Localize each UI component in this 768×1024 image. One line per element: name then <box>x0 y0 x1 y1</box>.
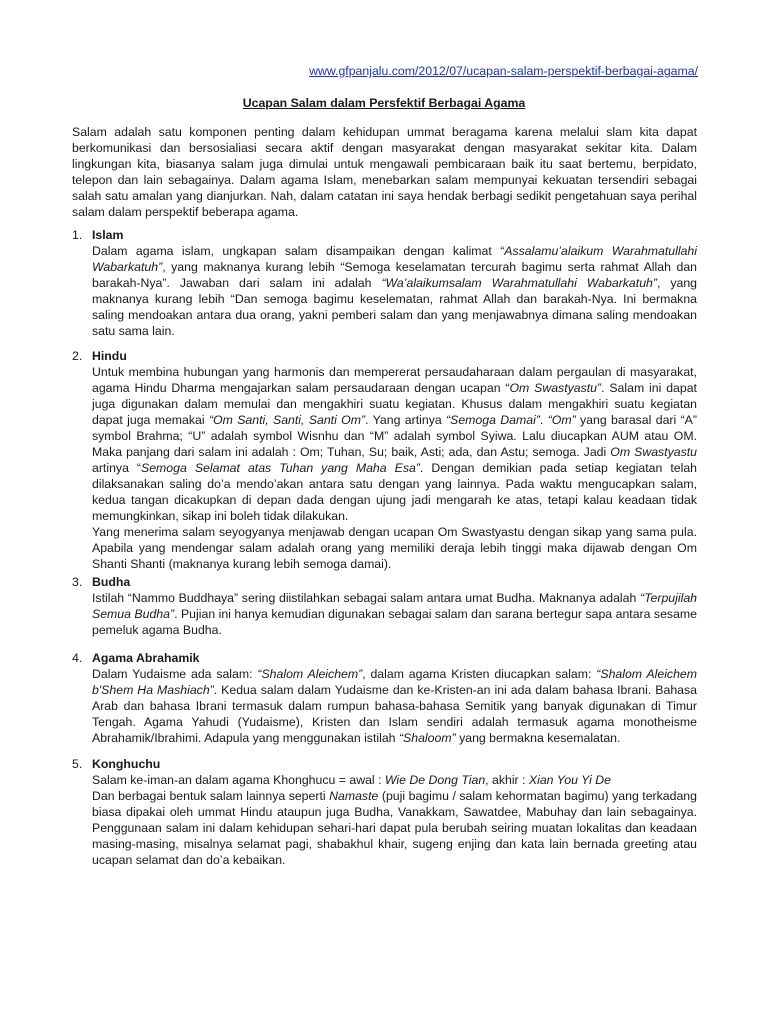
section-number: 1. <box>72 228 83 242</box>
document-title: Ucapan Salam dalam Persfektif Berbagai Agama <box>242 96 526 110</box>
section-number: 5. <box>72 757 83 771</box>
section-title: Budha <box>92 575 131 589</box>
section-paragraph: Yang menerima salam seyogyanya menjawab dengan ucapan Om Swastyastu dengan sikap yang sama pula. Apabila yang mendengar salam adalah orang yang memiliki deraja lebih tinggi maka dijawab dengan Om Shanti Shanti (maknanya kurang lebih semoga damai). <box>92 525 697 571</box>
section-paragraph: Dan berbagai bentuk salam lainnya seperti Namaste (puji bagimu / salam kehormatan bagimu) yang terkadang biasa dipakai oleh ummat Hindu ataupun juga Budha, Vanakkam, Sawatdee, Mabuhay dan lain sebagainya. Penggunaan salam ini dalam kehidupan sehari-hari dapat pula berubah seiring muatan lokalitas dan keadaan masing-masing, misalnya selamat pagi, shabakhul khair, sugeng enjing dan kata lain bernada greeting atau ucapan selamat dan do’a kebaikan. <box>92 789 697 867</box>
section-body <box>92 590 697 638</box>
section-number: 2. <box>72 349 83 363</box>
section-konghuchu <box>72 756 697 868</box>
section-number: 3. <box>72 575 83 589</box>
section-hindu <box>72 348 697 572</box>
section-budha <box>72 574 697 638</box>
intro-paragraph: Salam adalah satu komponen penting dalam kehidupan ummat beragama karena melalui slam kita dapat berkomunikasi dan bersosialiasi secara aktif dengan masyarakat dengan masyarakat sekitar kita. Dalam lingkungan kita, biasanya salam juga dimulai untuk mengawali pembicaraan baik itu saat bertemu, berpidato, telepon dan lain sebagainya. Dalam agama Islam, menebarkan salam mempunyai kekuatan tersendiri sebagai salah satu amalan yang dianjurkan. Nah, dalam catatan ini saya hendak berbagi sedikit pengetahuan saya perihal salam dalam perspektif beberapa agama. <box>72 125 697 219</box>
section-paragraph: Dalam Yudaisme ada salam: “Shalom Aleichem”, dalam agama Kristen diucapkan salam: “Shalom Aleichem b'Shem Ha Mashiach”. Kedua salam dalam Yudaisme dan ke-Kristen-an ini ada dalam bahasa Ibrani. Bahasa Arab dan bahasa Ibrani termasuk dalam rumpun bahasa-bahasa Semitik yang banyak digunakan di Timur Tengah. Agama Yahudi (Yudaisme), Kristen dan Islam sendiri adalah termasuk agama monotheisme Abrahamik/Ibrahimi. Adapula yang menggunakan istilah “Shaloom” yang bermakna kesemalatan. <box>92 667 698 745</box>
section-paragraph: Untuk membina hubungan yang harmonis dan mempererat persaudaharaan dalam pergaulan di masyarakat, agama Hindu Dharma mengajarkan salam persaudaraan dengan ucapan “Om Swastyastu”. Salam ini dapat juga digunakan dalam memulai dan mengakhiri suatu kegiatan. Khusus dalam mengakhiri suatu kegiatan dapat juga memakai “Om Santi, Santi, Santi Om”. Yang artinya “Semoga Damai”. “Om” yang barasal dari “A” symbol Brahma; “U” adalah symbol Wisnhu dan “M” adalah symbol Syiwa. Lalu diucapkan AUM atau OM. Maka panjang dari salam ini adalah : Om; Tuhan, Su; baik, Asti; ada, dan Astu; semoga. Jadi Om Swastyastu artinya “Semoga Selamat atas Tuhan yang Maha Esa”. Dengan demikian pada setiap kegiatan telah dilaksanakan saling do’a mendo’akan antara satu dengan yang lainnya. Pada waktu mengucapkan salam, kedua tangan dicakupkan di depan dada dengan ujung jadi mengarah ke atas, tetapi kalau keadaan tidak memungkinkan, sikap ini boleh tidak dilakukan. <box>92 365 697 523</box>
section-number: 4. <box>72 651 83 665</box>
section-body <box>92 772 697 868</box>
section-title: Hindu <box>92 349 127 363</box>
section-paragraph: Dalam agama islam, ungkapan salam disampaikan dengan kalimat “Assalamu’alaikum Warahmatullahi Wabarkatuh”, yang maknanya kurang lebih “Semoga keselamatan tercurah bagimu serta rahmat Allah dan barakah-Nya”. Jawaban dari salam ini adalah “Wa’alaikumsalam Warahmatullahi Wabarkatuh”, yang maknanya kurang lebih “Dan semoga bagimu keselematan, rahmat Allah dan barakah-Nya. Ini bermakna saling mendoakan antara dua orang, yakni pemberi salam dan yang menjawabnya dimana saling mendoakan satu sama lain. <box>92 244 698 338</box>
section-paragraph: Istilah “Nammo Buddhaya” sering diistilahkan sebagai salam antara umat Budha. Maknanya adalah “Terpujilah Semua Budha”. Pujian ini hanya kemudian digunakan sebagai salam dan sarana bertegur sapa antara sesame pemeluk agama Budha. <box>92 591 697 637</box>
section-body <box>92 243 697 339</box>
section-title: Konghuchu <box>92 757 161 771</box>
section-body <box>92 666 697 746</box>
section-paragraph: Salam ke-iman-an dalam agama Khonghucu = awal : Wie De Dong Tian, akhir : Xian You Yi De <box>92 773 611 787</box>
section-islam <box>72 227 697 339</box>
section-agama-abrahamik <box>72 650 697 746</box>
section-body <box>92 364 697 572</box>
section-title: Agama Abrahamik <box>92 651 200 665</box>
section-title: Islam <box>92 228 124 242</box>
source-url-link[interactable]: www.gfpanjalu.com/2012/07/ucapan-salam-perspektif-berbagai-agama/ <box>309 64 698 78</box>
